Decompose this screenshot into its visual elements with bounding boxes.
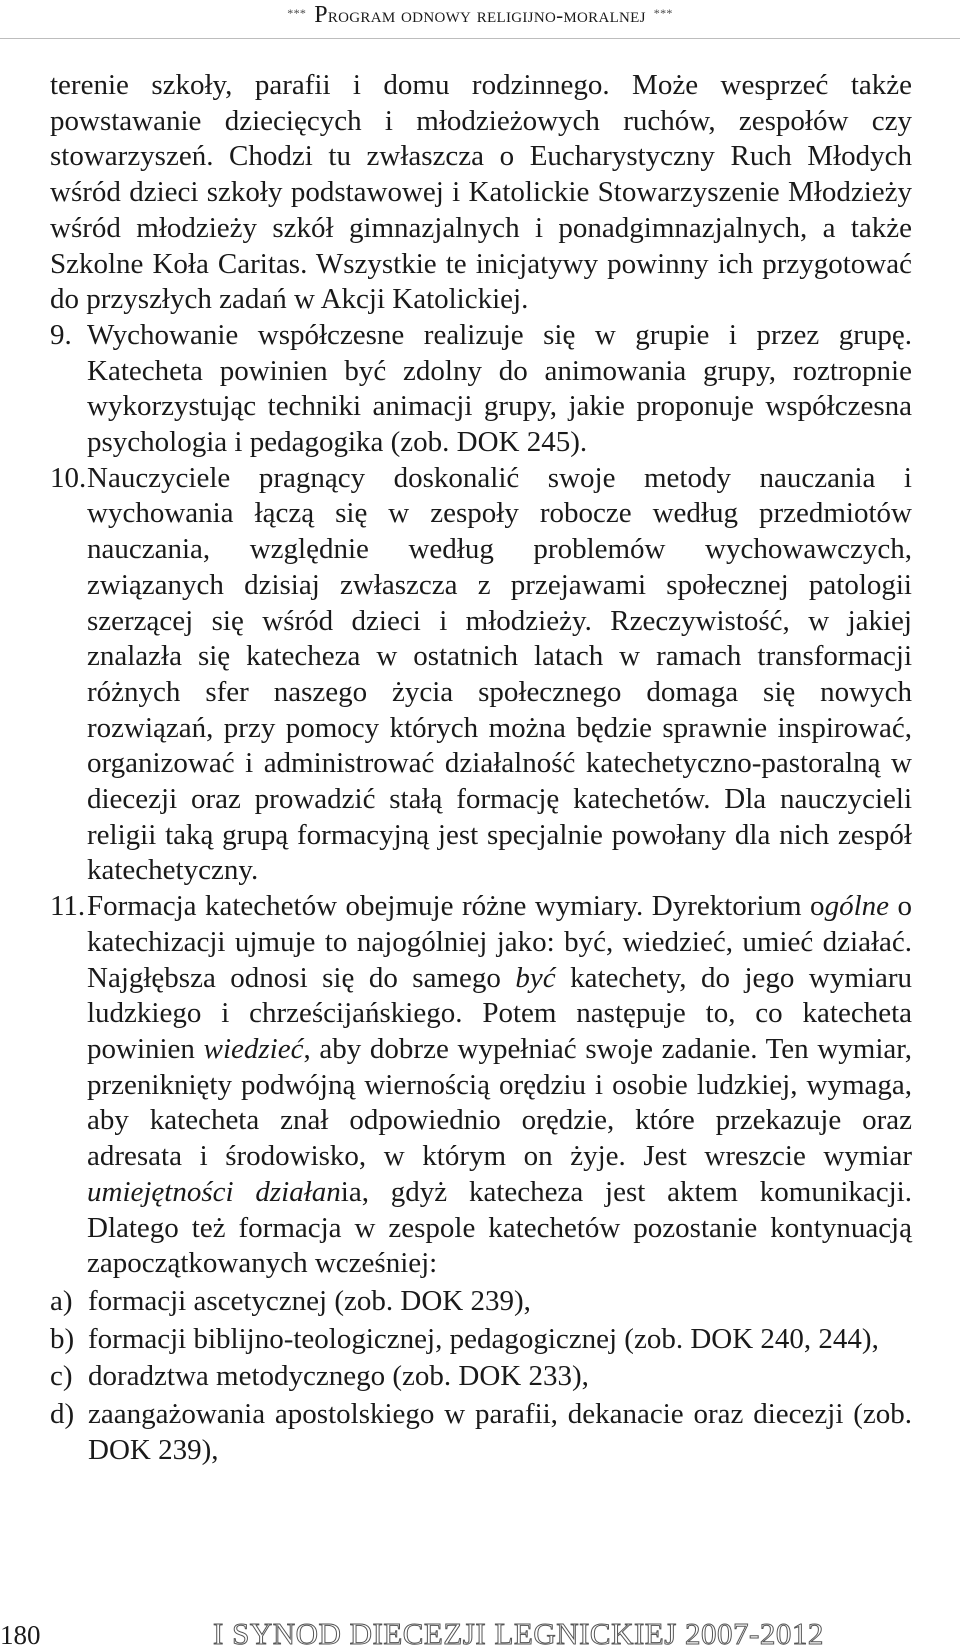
sub-item-text: formacji ascetycznej (zob. DOK 239), [88, 1284, 531, 1317]
paragraph-intro: terenie szkoły, parafii i domu rodzinnego. Może wesprzeć także powstawanie dziecięcych i młodzieżowych ruchów, zespołów czy stowarzyszeń. Chodzi tu zwłaszcza o Eucharystyczny Ruch Młodych wśród dzieci szkoły podstawowej i Katolickie Stowarzyszenie Młodzieży wśród młodzieży szkół gimnazjalnych i ponadgimnazjalnych, a także Szkolne Koła Caritas. Wszystkie te inicjatywy powinny ich przygotować do przyszłych zadań w Akcji Katolickiej. [50, 69, 912, 316]
item-text: Nauczyciele pragnący doskonalić swoje metody nauczania i wychowania łączą się w zespoły robocze według przedmiotów nauczania, względnie według problemów wychowawczych, związanych dzisiaj zwłaszcza z przejawami społecznej patologii szerzącej się wśród dzieci i młodzieży. Rzeczywistość, w jakiej znalazła się katecheza w ostatnich latach w ramach transformacji różnych sfer naszego życia społecznego domaga się nowych rozwiązań, przy pomocy których można będzie sprawnie inspirować, organizować i administrować działalność katechetyczno-pastoralną w diecezji oraz prowadzić stałą formację katechetów. Dla nauczycieli religii taką grupą formacyjną jest specjalnie powołany dla nich zespół katechetyczny. [87, 461, 912, 887]
sub-item-marker: b) [50, 1322, 75, 1355]
ornament-left: *** [287, 6, 307, 20]
item-text [87, 889, 912, 1282]
italic-run: umiejętności działan [87, 1175, 341, 1208]
page-body [50, 68, 912, 1468]
numbered-item-10 [50, 461, 912, 889]
text-run: o katechizacji ujmuje to najogólniej jako: być, wiedzieć, umieć działać. Najgłębsza odnosi się do samego [87, 890, 912, 994]
italic-run: być [515, 961, 556, 994]
sub-item-text: formacji biblijno-teologicznej, pedagogicznej (zob. DOK 240, 244), [88, 1322, 879, 1355]
item-number: 9. [50, 318, 72, 351]
text-run: ia, gdyż katecheza jest aktem komunikacji. Dlatego też formacja w zespole katechetów pozostanie kontynuacją zapoczątkowanych wcześniej: [87, 1175, 912, 1280]
item-number: 10. [50, 461, 87, 494]
sub-item-text: doradztwa metodycznego (zob. DOK 233), [88, 1360, 589, 1393]
sub-item-text: zaangażowania apostolskiego w parafii, dekanacie oraz diecezji (zob. DOK 239), [88, 1398, 912, 1466]
italic-run: gólne [824, 890, 889, 923]
sub-item-marker: a) [50, 1284, 73, 1317]
numbered-item-9 [50, 318, 912, 461]
header-rule [0, 38, 960, 39]
sub-item-c [50, 1359, 912, 1395]
text-run: , aby dobrze wypełniać swoje zadanie. Ten wymiar, przeniknięty podwójną wiernością orędziu i osobie ludzkiej, wymaga, aby katecheta znał odpowiednio orędzie, które przekazuje oraz adresata i środowisko, w którym on żyje. Jest wreszcie wymiar [87, 1032, 913, 1173]
page-number: 180 [0, 1620, 41, 1650]
running-head-title-rest: rogram odnowy religijno-moralnej [327, 3, 646, 27]
sub-item-marker: d) [50, 1398, 75, 1431]
footer-title: I SYNOD DIECEZJI LEGNICKIEJ 2007-2012 [213, 1616, 824, 1651]
running-head-title [314, 3, 646, 27]
running-head-initial: P [314, 2, 328, 28]
numbered-item-11 [50, 889, 912, 1282]
text-run: katechety, do jego wymiaru ludzkiego i chrześcijańskiego. Potem następuje to, co katecheta powinien [87, 961, 912, 1065]
sub-item-a [50, 1284, 912, 1320]
sub-item-marker: c) [50, 1360, 73, 1393]
sub-item-b [50, 1322, 912, 1358]
item-number: 11. [50, 890, 86, 923]
ornament-right: *** [653, 6, 673, 20]
running-head [0, 2, 960, 29]
sub-item-d [50, 1397, 912, 1468]
italic-run: wiedzieć [203, 1032, 304, 1065]
text-run: Formacja katechetów obejmuje różne wymiary. Dyrektorium o [87, 890, 825, 923]
item-text: Wychowanie współczesne realizuje się w grupie i przez grupę. Katecheta powinien być zdolny do animowania grupy, roztropnie wykorzystując techniki animacji grupy, jakie proponuje współczesna psychologia i pedagogika (zob. DOK 245). [87, 318, 912, 459]
